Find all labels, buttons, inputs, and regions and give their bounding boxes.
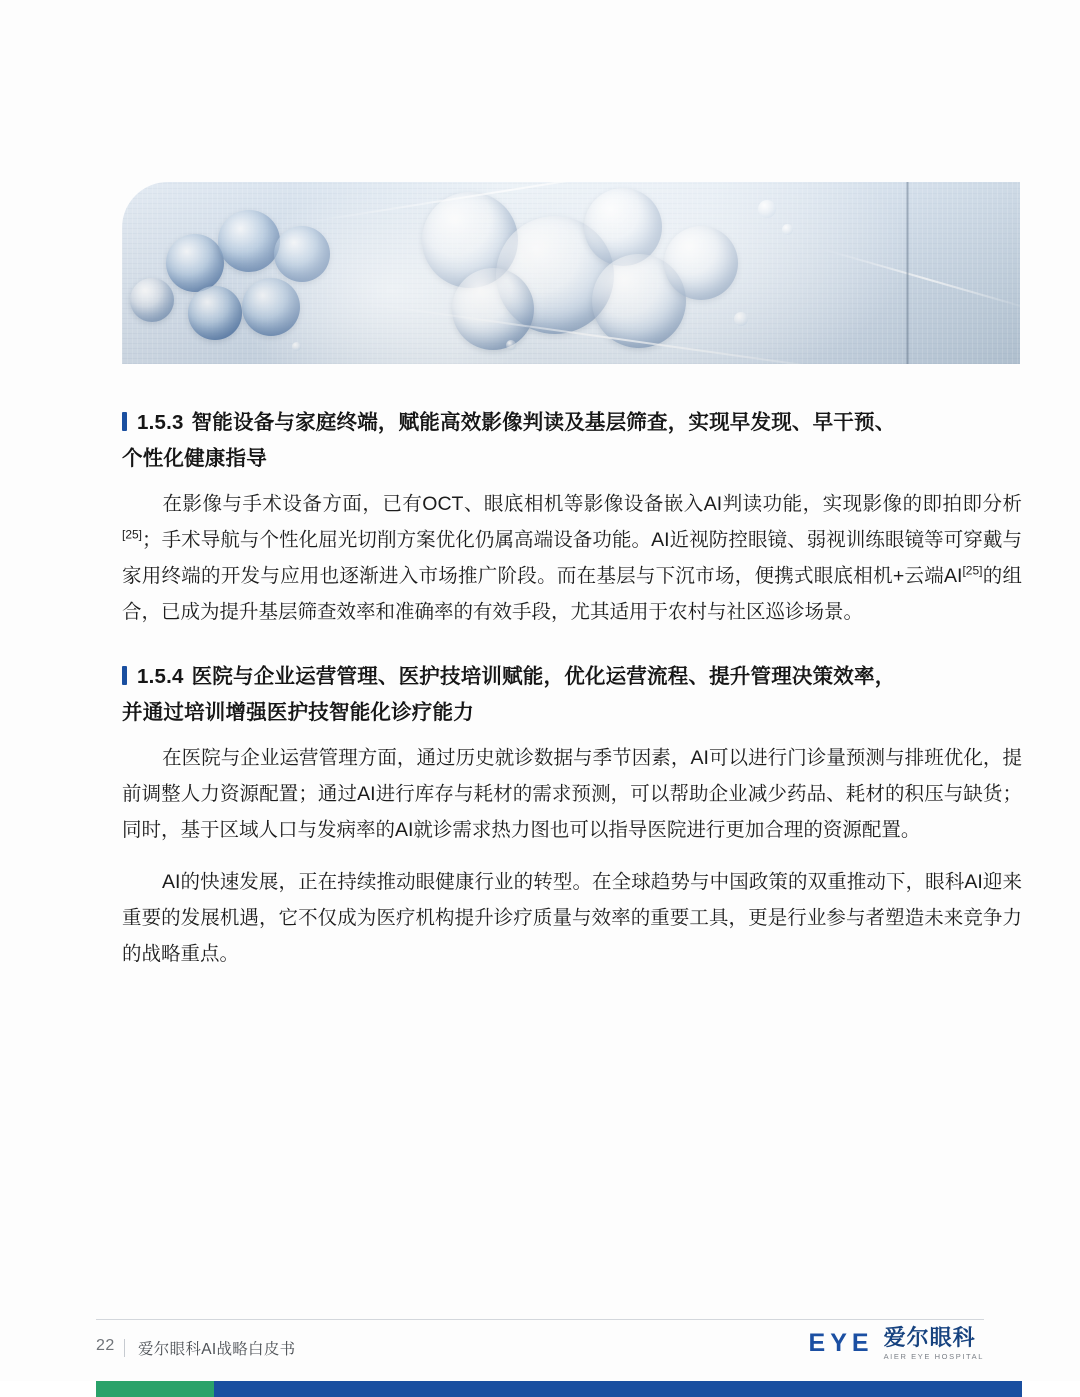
- page-number: 22: [96, 1337, 115, 1354]
- paragraph: [122, 486, 1022, 630]
- reference-marker: [25]: [122, 527, 143, 542]
- bar-blue: [214, 1381, 1022, 1397]
- brand-name-cn: 爱尔眼科: [883, 1325, 976, 1350]
- section-title-line2: 个性化健康指导: [122, 447, 267, 470]
- footer-title: 爱尔眼科AI战略白皮书: [138, 1341, 296, 1358]
- bar-green: [96, 1381, 214, 1397]
- reference-marker: [25]: [962, 563, 983, 578]
- section-number: 1.5.3: [137, 411, 184, 434]
- heading-accent-bar: [122, 666, 127, 685]
- hero-sheen: [122, 182, 1020, 364]
- section-title-line1: 智能设备与家庭终端，赋能高效影像判读及基层筛查，实现早发现、早干预、: [191, 411, 896, 434]
- section-title-line2: 并通过培训增强医护技智能化诊疗能力: [122, 701, 474, 724]
- section-title-line1: 医院与企业运营管理、医护技培训赋能，优化运营流程、提升管理决策效率，: [191, 665, 896, 688]
- page-footer: [0, 1319, 1080, 1397]
- paragraph: [122, 864, 1022, 972]
- paragraph-text: 在影像与手术设备方面，已有OCT、眼底相机等影像设备嵌入AI判读功能，实现影像的即拍即分析[25]；手术导航与个性化屈光切削方案优化仍属高端设备功能。AI近视防控眼镜、弱视训练眼镜等可穿戴与家用终端的开发与应用也逐渐进入市场推广阶段。而在基层与下沉市场，便携式眼底相机+云端AI[25]的组合，已成为提升基层筛查效率和准确率的有效手段，尤其适用于农村与社区巡诊场景。: [122, 493, 1022, 623]
- section-154: [122, 660, 1022, 972]
- section-heading: [122, 406, 1022, 476]
- brand-name-en: AIER EYE HOSPITAL: [883, 1352, 984, 1361]
- hero-image: [122, 182, 1020, 364]
- paragraph-text: AI的快速发展，正在持续推动眼健康行业的转型。在全球趋势与中国政策的双重推动下，眼科AI迎来重要的发展机遇，它不仅成为医疗机构提升诊疗质量与效率的重要工具，更是行业参与者塑造未来竞争力的战略重点。: [122, 871, 1022, 965]
- bar-white-end: [1022, 1381, 1080, 1397]
- brand-logo: [809, 1327, 984, 1361]
- paragraph: [122, 740, 1022, 848]
- spacer: [122, 646, 1022, 660]
- content-column: [122, 406, 1022, 988]
- bar-white: [0, 1381, 96, 1397]
- section-heading: [122, 660, 1022, 730]
- footer-separator: [124, 1339, 125, 1357]
- brand-mark-wrap: [809, 1329, 874, 1358]
- paragraph-text: 在医院与企业运营管理方面，通过历史就诊数据与季节因素，AI可以进行门诊量预测与排班优化，提前调整人力资源配置；通过AI进行库存与耗材的需求预测，可以帮助企业减少药品、耗材的积压与缺货；同时，基于区域人口与发病率的AI就诊需求热力图也可以指导医院进行更加合理的资源配置。: [122, 747, 1022, 841]
- section-number: 1.5.4: [137, 665, 184, 688]
- eye-logo-icon: EYE: [808, 1329, 874, 1358]
- brand-name-block: [884, 1327, 984, 1361]
- footer-color-bars: [0, 1381, 1080, 1397]
- footer-divider: [96, 1319, 984, 1320]
- heading-accent-bar: [122, 412, 127, 431]
- hero-seam: [906, 182, 909, 364]
- section-153: [122, 406, 1022, 630]
